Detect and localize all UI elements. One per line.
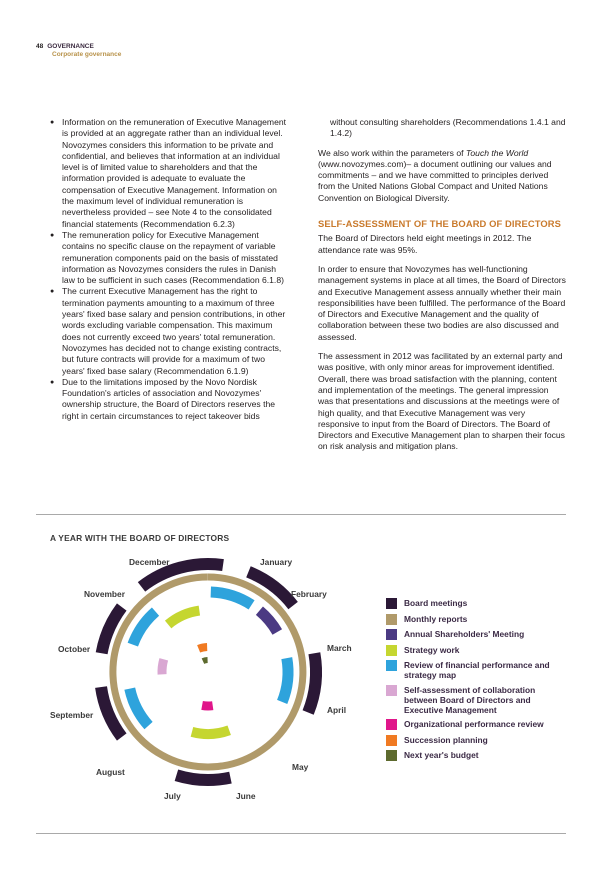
paragraph-text: We also work within the parameters of xyxy=(318,147,466,158)
legend-label: Review of financial performance and strategy map xyxy=(404,660,550,680)
month-label-june: June xyxy=(236,791,256,801)
legend-label: Annual Shareholders' Meeting xyxy=(404,629,525,639)
left-column xyxy=(50,117,290,422)
legend xyxy=(386,598,566,766)
paragraph: The assessment in 2012 was facilitated by an external party and was positive, with only minor areas for improvement identified. Overall, there was broad satisfaction with the planning, content and implementation of the meetings. The general impression was that presentations and discussions at the meetings were of high quality, and that Executive Management was very responsive to input from the Board of Directors. The Board of Directors and Executive Management plan to sharpen their focus on risk analysis and mitigation plans. xyxy=(318,351,565,452)
bullet-continuation: without consulting shareholders (Recommendations 1.4.1 and 1.4.2) xyxy=(330,117,566,139)
legend-item-budget xyxy=(386,750,566,761)
legend-label: Next year's budget xyxy=(404,750,479,760)
paragraph: The Board of Directors held eight meetings in 2012. The attendance rate was 95%. xyxy=(318,233,532,255)
agm-arc xyxy=(259,611,277,632)
succession-arc xyxy=(199,647,208,649)
legend-swatch xyxy=(386,629,397,640)
paragraph-text: (www.novozymes.com)– a document outlining our values and commitments – and we have committed to principles derived from the United Nations Global Compact and United Nations Convention on Biological Diversity. xyxy=(318,158,552,203)
bullet-list xyxy=(50,117,290,422)
paragraph xyxy=(318,148,566,204)
month-label-february: February xyxy=(291,589,327,599)
legend-item-board-meetings xyxy=(386,598,566,609)
board-meeting-arc xyxy=(308,653,316,712)
legend-swatch xyxy=(386,685,397,696)
bullet-item: ● The current Executive Management has the right to termination payments amounting to a maximum of three years' fixed base salary and pension contributions, in other words excluding variable compensation. This maximum does not currently exceed two years' total remuneration. Novozymes has decided not to change existing contracts, but future contracts will provide for a maximum of two years' fixed base salary (Recommendation 6.1.9) xyxy=(50,286,290,376)
legend-item-succession xyxy=(386,735,566,746)
right-column xyxy=(318,117,566,461)
month-label-april: April xyxy=(327,705,347,715)
document-title: Touch the World xyxy=(465,147,529,158)
month-label-october: October xyxy=(58,644,91,654)
month-label-november: November xyxy=(84,589,125,599)
legend-label: Self-assessment of collaboration between Board of Directors and Executive Management xyxy=(404,684,536,715)
legend-swatch xyxy=(386,645,397,656)
board-meeting-arc xyxy=(176,775,230,780)
wheel-rings xyxy=(101,564,316,780)
legend-label: Succession planning xyxy=(404,734,488,745)
divider-bottom xyxy=(36,833,566,834)
legend-item-monthly-reports xyxy=(386,614,566,625)
bullet-item: ● The remuneration policy for Executive Management contains no specific clause on the repayment of variable remuneration components paid on the basis of misstated information as Novozymes considers the rules in Danish law to be sufficient in such cases (Recommendation 6.1.8) xyxy=(50,230,290,286)
legend-swatch xyxy=(386,598,397,609)
financial-review-arc xyxy=(130,689,149,726)
legend-item-agm xyxy=(386,629,566,640)
legend-swatch xyxy=(386,719,397,730)
month-label-december: December xyxy=(129,557,170,567)
legend-item-self-assessment xyxy=(386,685,566,715)
strategy-work-arc xyxy=(192,730,229,734)
self-assessment-arc xyxy=(162,659,164,674)
legend-label: Organizational performance review xyxy=(404,719,544,729)
legend-item-org-review xyxy=(386,719,566,730)
subsection-title: Corporate governance xyxy=(52,51,122,58)
month-label-january: January xyxy=(260,557,293,567)
divider-top xyxy=(36,514,566,515)
figure-title: A YEAR WITH THE BOARD OF DIRECTORS xyxy=(50,533,230,543)
month-label-september: September xyxy=(50,710,94,720)
month-label-may: May xyxy=(292,762,309,772)
month-label-july: July xyxy=(164,791,181,801)
month-label-march: March xyxy=(327,643,352,653)
page-number: 48 xyxy=(36,43,44,50)
bullet-item: ● Information on the remuneration of Executive Management is provided at an aggregate rather than an individual level. Novozymes considers this information to be private and confidential, and believes that information at an individual level is of limited value to shareholders and that the information provided is adequate to evaluate the compensation of Executive Management. Information on the maximum level of individual remuneration is nevertheless provided – see Note 4 to the consolidated financial statements (Recommendation 6.2.3) xyxy=(50,117,290,230)
financial-review-arc xyxy=(211,592,252,605)
section-title: GOVERNANCE xyxy=(47,43,94,50)
legend-swatch xyxy=(386,614,397,625)
financial-review-arc xyxy=(282,658,288,702)
legend-swatch xyxy=(386,660,397,671)
org-review-arc xyxy=(202,705,213,706)
section-heading: SELF-ASSESSMENT OF THE BOARD OF DIRECTORS xyxy=(318,218,562,230)
legend-label: Strategy work xyxy=(404,644,460,655)
month-label-august: August xyxy=(96,767,125,777)
strategy-work-arc xyxy=(168,611,199,625)
bullet-item: ● Due to the limitations imposed by the Novo Nordisk Foundation's articles of association and Novozymes' ownership structure, the Board of Directors reserves the right in certain circumstances to reject takeover bids xyxy=(50,377,290,422)
financial-review-arc xyxy=(133,612,156,645)
legend-swatch xyxy=(386,735,397,746)
year-wheel-chart xyxy=(40,545,370,810)
page-header xyxy=(36,43,121,59)
legend-item-strategy-work xyxy=(386,645,566,656)
legend-label: Monthly reports xyxy=(404,613,468,624)
legend-swatch xyxy=(386,750,397,761)
legend-label: Board meetings xyxy=(404,598,468,608)
paragraph: In order to ensure that Novozymes has well-functioning management systems in place at all times, the Board of Directors and Executive Management assess annually whether their main responsibilities have been fulfilled. The performance of the Board of Directors and Executive Management and the quality of collaboration between these two bodies are also discussed and assessed. xyxy=(318,263,566,342)
legend-item-financial-review xyxy=(386,660,566,680)
budget-arc xyxy=(203,660,208,661)
